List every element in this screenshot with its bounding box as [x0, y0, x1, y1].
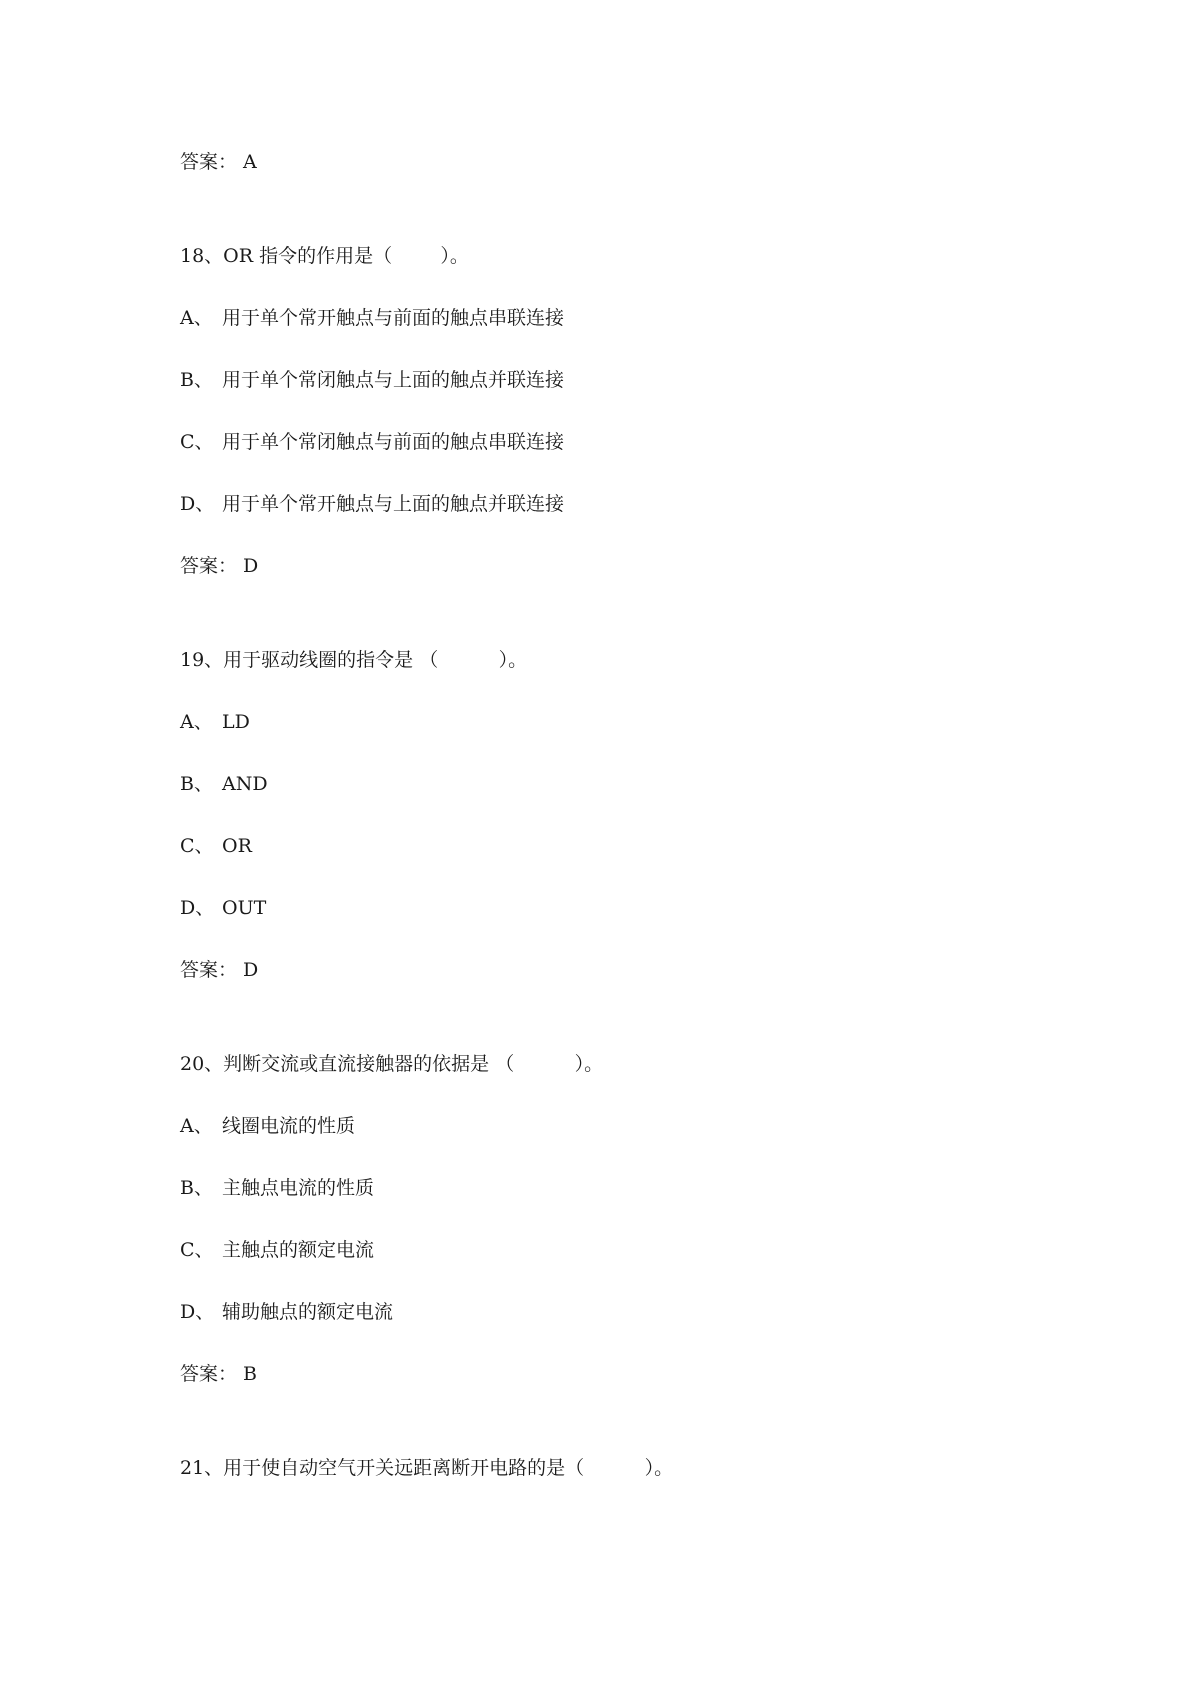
- option-text: OR: [222, 835, 252, 857]
- option-text: 用于单个常开触点与上面的触点并联连接: [222, 493, 565, 515]
- option-letter: C、: [180, 431, 214, 453]
- option-text: 线圈电流的性质: [222, 1115, 356, 1137]
- option-text: 用于单个常闭触点与上面的触点并联连接: [222, 369, 565, 391]
- option-text: 辅助触点的额定电流: [222, 1301, 394, 1323]
- option-item: [180, 306, 564, 330]
- option-item: [180, 772, 268, 796]
- option-letter: A、: [180, 711, 213, 733]
- option-item: [180, 1114, 355, 1138]
- question-stem: 20、判断交流或直流接触器的依据是 （ ）。: [180, 1053, 604, 1075]
- option-text: 主触点电流的性质: [222, 1177, 375, 1199]
- question-stem: 21、用于使自动空气开关远距离断开电路的是（ ）。: [180, 1457, 674, 1479]
- option-item: [180, 1176, 374, 1200]
- option-item: [180, 710, 250, 734]
- option-letter: D、: [180, 493, 215, 515]
- answer-line: 答案： D: [180, 555, 259, 577]
- option-letter: D、: [180, 897, 215, 919]
- question-stem: 19、用于驱动线圈的指令是 （ ）。: [180, 649, 528, 671]
- option-letter: B、: [180, 1177, 213, 1199]
- option-letter: B、: [180, 369, 213, 391]
- option-item: [180, 834, 252, 858]
- option-letter: A、: [180, 307, 213, 329]
- option-item: [180, 430, 564, 454]
- option-text: OUT: [222, 897, 267, 919]
- option-letter: A、: [180, 1115, 213, 1137]
- option-item: [180, 1300, 393, 1324]
- option-text: AND: [222, 773, 268, 795]
- answer-line: 答案： B: [180, 1363, 258, 1385]
- answer-line: 答案： D: [180, 959, 259, 981]
- option-item: [180, 368, 564, 392]
- option-item: [180, 896, 266, 920]
- question-stem: 18、OR 指令的作用是（ ）。: [180, 245, 469, 267]
- option-item: [180, 1238, 374, 1262]
- answer-line: 答案： A: [180, 151, 257, 173]
- option-letter: B、: [180, 773, 213, 795]
- option-letter: C、: [180, 1239, 214, 1261]
- option-letter: C、: [180, 835, 214, 857]
- option-text: LD: [222, 711, 250, 733]
- option-text: 主触点的额定电流: [222, 1239, 375, 1261]
- option-item: [180, 492, 564, 516]
- option-text: 用于单个常开触点与前面的触点串联连接: [222, 307, 565, 329]
- option-text: 用于单个常闭触点与前面的触点串联连接: [222, 431, 565, 453]
- option-letter: D、: [180, 1301, 215, 1323]
